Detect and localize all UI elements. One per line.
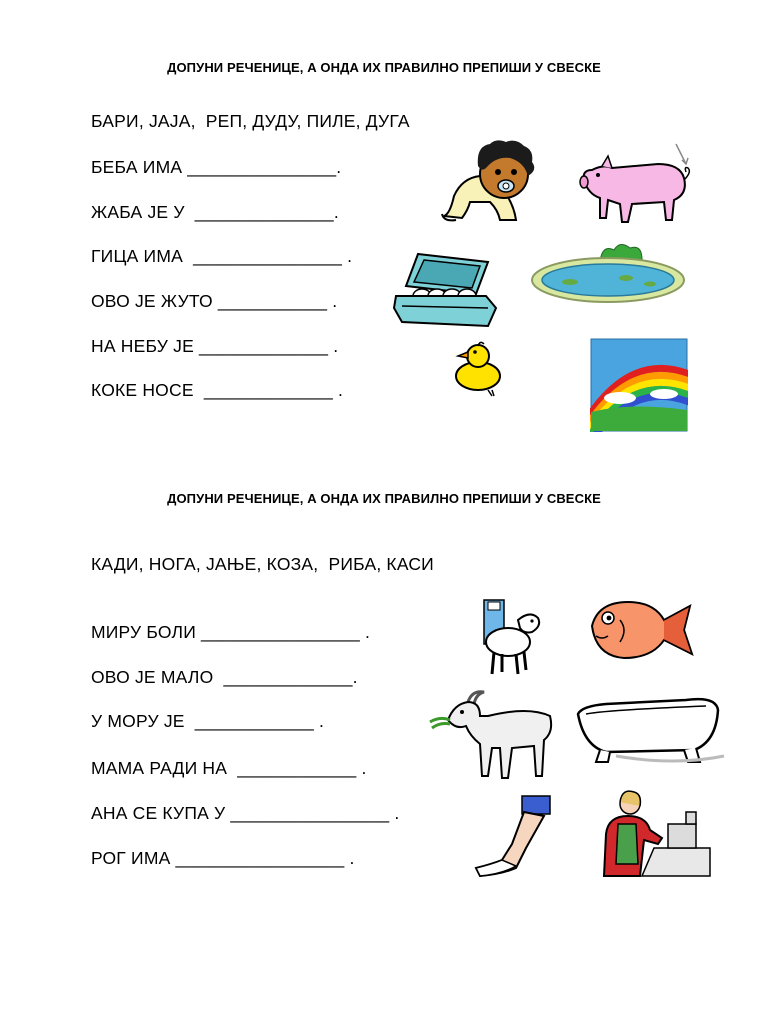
sentence-line: ЖАБА ЈЕ У ______________. [91, 202, 339, 222]
sentence-line: ОВО ЈЕ МАЛО _____________. [91, 667, 358, 687]
baby-icon [440, 136, 545, 224]
goat-icon [428, 686, 556, 782]
sentence-line: БЕБА ИМА _______________. [91, 157, 342, 177]
sentence-line: НА НЕБУ ЈЕ _____________ . [91, 336, 339, 356]
sentence-line: У МОРУ ЈЕ ____________ . [91, 711, 325, 731]
word-bank: БАРИ, ЈАЈА, РЕП, ДУДУ, ПИЛЕ, ДУГА [91, 111, 410, 131]
sentence-line: АНА СЕ КУПА У ________________ . [91, 803, 400, 823]
fish-icon [588, 596, 694, 662]
instruction-heading: ДОПУНИ РЕЧЕНИЦЕ, А ОНДА ИХ ПРАВИЛНО ПРЕПИШИ У СВЕСКЕ [167, 60, 601, 75]
leg-icon [472, 794, 556, 880]
lamb-icon [482, 598, 544, 678]
pond-icon [530, 240, 686, 306]
sentence-line: МАМА РАДИ НА ____________ . [91, 758, 367, 778]
sentence-line: РОГ ИМА _________________ . [91, 848, 355, 868]
rainbow-icon [590, 338, 688, 432]
sentence-line: ОВО ЈЕ ЖУТО ___________ . [91, 291, 338, 311]
chick-icon [448, 338, 504, 398]
sentence-line: КОКЕ НОСЕ _____________ . [91, 380, 344, 400]
instruction-heading: ДОПУНИ РЕЧЕНИЦЕ, А ОНДА ИХ ПРАВИЛНО ПРЕПИШИ У СВЕСКЕ [167, 491, 601, 506]
pig-icon [578, 142, 696, 226]
bathtub-icon [576, 686, 726, 768]
sentence-line: ГИЦА ИМА _______________ . [91, 246, 353, 266]
word-bank: КАДИ, НОГА, ЈАЊЕ, КОЗА, РИБА, КАСИ [91, 554, 434, 574]
cashier-icon [592, 784, 712, 880]
sentence-line: МИРУ БОЛИ ________________ . [91, 622, 371, 642]
egg-carton-icon [392, 250, 500, 330]
